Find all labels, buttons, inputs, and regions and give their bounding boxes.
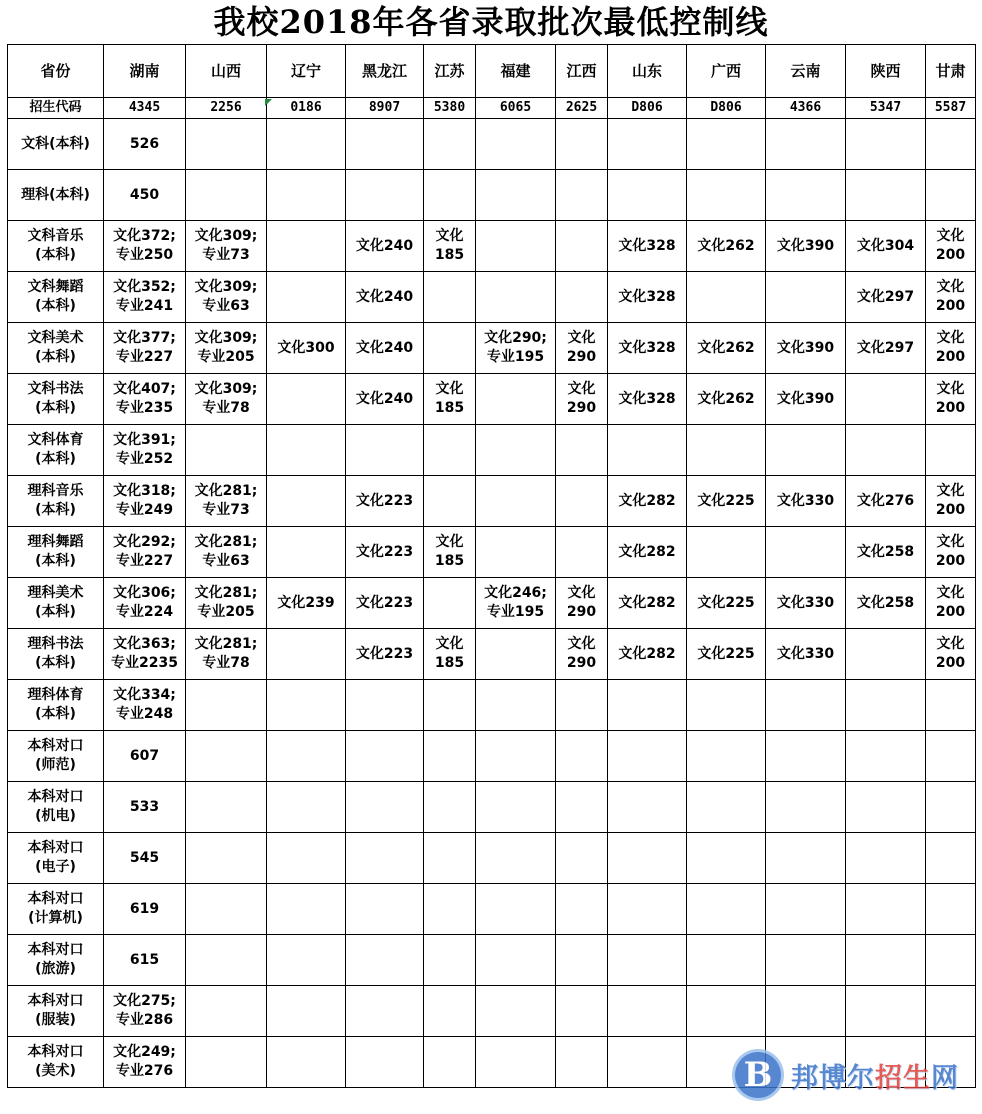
row-label-cell: 理科美术 (本科) <box>8 578 104 629</box>
score-cell <box>267 986 346 1037</box>
score-cell: 文化330 <box>766 476 846 527</box>
score-cell <box>687 119 766 170</box>
score-cell <box>267 833 346 884</box>
score-cell <box>267 119 346 170</box>
score-cell <box>346 119 424 170</box>
score-cell <box>687 935 766 986</box>
score-cell <box>267 884 346 935</box>
score-cell <box>687 986 766 1037</box>
score-cell <box>267 170 346 221</box>
province-header-cell: 山西 <box>186 45 267 98</box>
table-row <box>8 527 976 578</box>
score-cell <box>424 1037 476 1088</box>
score-cell <box>267 1037 346 1088</box>
province-header-cell: 黑龙江 <box>346 45 424 98</box>
table-row <box>8 272 976 323</box>
score-cell <box>424 680 476 731</box>
score-cell <box>687 527 766 578</box>
score-cell <box>346 731 424 782</box>
score-cell <box>608 170 687 221</box>
score-cell: 文化258 <box>846 527 926 578</box>
score-cell: 文化281; 专业205 <box>186 578 267 629</box>
score-cell: 文化330 <box>766 629 846 680</box>
score-cell <box>687 833 766 884</box>
score-cell: 533 <box>104 782 186 833</box>
score-cell <box>846 425 926 476</box>
score-cell: 文化318; 专业249 <box>104 476 186 527</box>
score-cell <box>424 272 476 323</box>
score-cell: 文化290; 专业195 <box>476 323 556 374</box>
score-cell <box>556 272 608 323</box>
score-cell: 文化223 <box>346 629 424 680</box>
score-cell: 526 <box>104 119 186 170</box>
table-row <box>8 680 976 731</box>
score-cell: 文化240 <box>346 374 424 425</box>
score-cell: 文化390 <box>766 221 846 272</box>
score-cell <box>766 782 846 833</box>
code-cell: 4345 <box>104 98 186 119</box>
score-cell: 文化223 <box>346 578 424 629</box>
province-header-cell: 江苏 <box>424 45 476 98</box>
score-cell <box>186 1037 267 1088</box>
score-cell <box>267 935 346 986</box>
score-cell <box>476 374 556 425</box>
score-cell <box>476 221 556 272</box>
score-cell: 文化 200 <box>926 323 976 374</box>
province-header-cell: 辽宁 <box>267 45 346 98</box>
code-cell: 4366 <box>766 98 846 119</box>
score-cell <box>846 935 926 986</box>
row-label-cell: 文科体育 (本科) <box>8 425 104 476</box>
score-cell <box>766 986 846 1037</box>
score-cell <box>556 935 608 986</box>
score-cell <box>608 986 687 1037</box>
table-row <box>8 578 976 629</box>
score-cell: 文化309; 专业73 <box>186 221 267 272</box>
score-cell: 文化262 <box>687 374 766 425</box>
province-header-cell: 甘肃 <box>926 45 976 98</box>
watermark-text <box>791 1056 959 1095</box>
score-cell <box>346 935 424 986</box>
cell-comment-marker <box>265 99 272 106</box>
score-cell: 文化309; 专业205 <box>186 323 267 374</box>
score-cell <box>608 935 687 986</box>
score-cell: 文化330 <box>766 578 846 629</box>
score-cell: 文化282 <box>608 578 687 629</box>
score-cell: 文化281; 专业63 <box>186 527 267 578</box>
score-cell <box>556 680 608 731</box>
score-cell <box>608 1037 687 1088</box>
score-cell <box>424 731 476 782</box>
score-cell: 文化246; 专业195 <box>476 578 556 629</box>
watermark-text-part1: 邦博尔 <box>791 1062 875 1094</box>
row-label-cell: 理科舞蹈 (本科) <box>8 527 104 578</box>
table-row <box>8 476 976 527</box>
table-row <box>8 731 976 782</box>
score-cell <box>186 986 267 1037</box>
score-cell <box>687 731 766 782</box>
row-label-cell: 文科书法 (本科) <box>8 374 104 425</box>
score-cell <box>766 272 846 323</box>
score-cell <box>186 884 267 935</box>
score-cell <box>846 680 926 731</box>
score-cell: 文化328 <box>608 374 687 425</box>
score-cell <box>476 119 556 170</box>
table-row <box>8 935 976 986</box>
row-label-cell: 理科书法 (本科) <box>8 629 104 680</box>
score-cell <box>556 884 608 935</box>
score-cell: 450 <box>104 170 186 221</box>
score-cell <box>424 986 476 1037</box>
score-cell <box>608 884 687 935</box>
admission-score-table <box>7 44 976 1088</box>
score-cell <box>766 731 846 782</box>
score-cell: 文化275; 专业286 <box>104 986 186 1037</box>
score-cell <box>346 884 424 935</box>
table-row <box>8 425 976 476</box>
score-cell <box>346 1037 424 1088</box>
score-cell: 文化240 <box>346 272 424 323</box>
score-cell: 文化225 <box>687 578 766 629</box>
score-cell: 文化309; 专业63 <box>186 272 267 323</box>
score-cell: 文化281; 专业73 <box>186 476 267 527</box>
score-cell: 545 <box>104 833 186 884</box>
province-header-cell: 江西 <box>556 45 608 98</box>
score-cell <box>926 425 976 476</box>
row-label-cell: 本科对口 (计算机) <box>8 884 104 935</box>
score-cell: 文化281; 专业78 <box>186 629 267 680</box>
score-cell <box>346 986 424 1037</box>
score-cell <box>766 680 846 731</box>
score-cell <box>267 425 346 476</box>
score-cell: 文化309; 专业78 <box>186 374 267 425</box>
score-cell <box>424 578 476 629</box>
score-cell <box>186 680 267 731</box>
table-row <box>8 170 976 221</box>
score-cell <box>846 374 926 425</box>
province-header-cell: 广西 <box>687 45 766 98</box>
row-label-cell: 本科对口 (服装) <box>8 986 104 1037</box>
code-cell: D806 <box>687 98 766 119</box>
score-cell: 文化 185 <box>424 374 476 425</box>
score-cell <box>556 1037 608 1088</box>
score-cell <box>687 425 766 476</box>
score-cell <box>186 782 267 833</box>
score-cell: 文化223 <box>346 527 424 578</box>
score-cell <box>766 119 846 170</box>
score-cell: 文化372; 专业250 <box>104 221 186 272</box>
score-cell: 文化 290 <box>556 629 608 680</box>
code-cell: 6065 <box>476 98 556 119</box>
score-cell <box>556 782 608 833</box>
score-cell <box>687 680 766 731</box>
table-row <box>8 833 976 884</box>
score-cell <box>556 731 608 782</box>
score-cell <box>424 782 476 833</box>
score-cell: 文化 200 <box>926 476 976 527</box>
score-cell <box>476 833 556 884</box>
score-cell <box>608 119 687 170</box>
score-cell: 文化334; 专业248 <box>104 680 186 731</box>
score-cell <box>267 221 346 272</box>
score-cell: 文化262 <box>687 221 766 272</box>
score-cell <box>926 119 976 170</box>
score-cell <box>476 170 556 221</box>
score-cell: 文化240 <box>346 323 424 374</box>
score-cell <box>476 476 556 527</box>
score-cell: 文化 200 <box>926 221 976 272</box>
score-cell <box>556 986 608 1037</box>
score-cell <box>267 374 346 425</box>
table-row <box>8 374 976 425</box>
score-cell: 文化391; 专业252 <box>104 425 186 476</box>
score-cell: 615 <box>104 935 186 986</box>
score-cell: 文化239 <box>267 578 346 629</box>
score-cell: 文化328 <box>608 323 687 374</box>
score-cell: 619 <box>104 884 186 935</box>
score-cell <box>476 935 556 986</box>
score-cell <box>846 782 926 833</box>
row-label-cell: 文科舞蹈 (本科) <box>8 272 104 323</box>
score-cell <box>846 170 926 221</box>
score-cell <box>926 170 976 221</box>
score-cell <box>556 425 608 476</box>
score-cell <box>766 884 846 935</box>
score-cell <box>424 476 476 527</box>
score-cell: 文化282 <box>608 527 687 578</box>
score-cell: 文化 200 <box>926 374 976 425</box>
table-row <box>8 986 976 1037</box>
table-row <box>8 119 976 170</box>
score-cell: 文化 200 <box>926 578 976 629</box>
watermark-logo-icon: B <box>735 1052 781 1098</box>
table-row <box>8 884 976 935</box>
province-header-cell: 湖南 <box>104 45 186 98</box>
score-cell <box>267 680 346 731</box>
row-label-cell: 理科(本科) <box>8 170 104 221</box>
score-cell <box>926 986 976 1037</box>
score-cell <box>926 935 976 986</box>
score-cell: 文化377; 专业227 <box>104 323 186 374</box>
score-cell <box>608 680 687 731</box>
score-cell <box>424 833 476 884</box>
score-cell <box>687 782 766 833</box>
score-cell <box>608 731 687 782</box>
score-cell <box>476 884 556 935</box>
score-cell: 文化 200 <box>926 527 976 578</box>
score-cell: 文化 290 <box>556 374 608 425</box>
score-cell: 文化297 <box>846 272 926 323</box>
score-cell: 文化282 <box>608 476 687 527</box>
row-label-cell: 本科对口 (旅游) <box>8 935 104 986</box>
site-watermark <box>735 1050 975 1100</box>
score-cell: 文化225 <box>687 629 766 680</box>
score-cell <box>766 935 846 986</box>
score-cell: 文化300 <box>267 323 346 374</box>
score-cell: 文化292; 专业227 <box>104 527 186 578</box>
score-cell <box>267 731 346 782</box>
score-cell <box>267 629 346 680</box>
score-cell <box>846 119 926 170</box>
score-cell <box>476 680 556 731</box>
score-cell <box>424 170 476 221</box>
score-cell: 文化390 <box>766 374 846 425</box>
score-cell <box>346 680 424 731</box>
page-title: 我校2018年各省录取批次最低控制线 <box>213 3 769 41</box>
score-cell: 文化 290 <box>556 323 608 374</box>
score-cell <box>926 884 976 935</box>
score-cell <box>424 935 476 986</box>
score-cell <box>556 476 608 527</box>
code-cell: 5380 <box>424 98 476 119</box>
score-cell <box>346 170 424 221</box>
score-cell <box>766 170 846 221</box>
score-cell <box>926 782 976 833</box>
score-cell <box>476 425 556 476</box>
table-row <box>8 782 976 833</box>
score-cell <box>608 425 687 476</box>
score-cell: 文化352; 专业241 <box>104 272 186 323</box>
score-cell: 文化304 <box>846 221 926 272</box>
province-header-cell: 山东 <box>608 45 687 98</box>
score-cell <box>186 119 267 170</box>
watermark-text-part2: 招生 <box>875 1062 931 1094</box>
score-cell: 文化328 <box>608 221 687 272</box>
score-cell <box>846 833 926 884</box>
score-cell <box>687 170 766 221</box>
score-cell <box>608 833 687 884</box>
score-cell: 文化 200 <box>926 629 976 680</box>
row-label-cell: 本科对口 (电子) <box>8 833 104 884</box>
score-cell <box>926 731 976 782</box>
row-label-cell: 文科美术 (本科) <box>8 323 104 374</box>
score-cell <box>186 935 267 986</box>
code-cell: 0186 <box>267 98 346 119</box>
row-label-cell: 理科音乐 (本科) <box>8 476 104 527</box>
table-row <box>8 221 976 272</box>
score-cell <box>476 782 556 833</box>
row-label-cell: 理科体育 (本科) <box>8 680 104 731</box>
header-label-cell: 省份 <box>8 45 104 98</box>
table-row <box>8 629 976 680</box>
row-label-cell: 本科对口 (美术) <box>8 1037 104 1088</box>
score-cell <box>556 170 608 221</box>
score-cell: 文化 200 <box>926 272 976 323</box>
row-label-cell: 文科音乐 (本科) <box>8 221 104 272</box>
score-cell <box>846 884 926 935</box>
score-cell <box>346 833 424 884</box>
score-cell <box>186 833 267 884</box>
score-cell <box>186 731 267 782</box>
score-cell: 607 <box>104 731 186 782</box>
score-cell <box>267 527 346 578</box>
score-cell <box>346 425 424 476</box>
score-cell: 文化258 <box>846 578 926 629</box>
code-cell: 5347 <box>846 98 926 119</box>
score-cell <box>424 119 476 170</box>
score-cell: 文化328 <box>608 272 687 323</box>
code-cell: 2625 <box>556 98 608 119</box>
score-cell: 文化 185 <box>424 527 476 578</box>
score-cell <box>926 680 976 731</box>
score-cell: 文化 185 <box>424 629 476 680</box>
score-cell: 文化276 <box>846 476 926 527</box>
score-cell <box>267 476 346 527</box>
score-cell: 文化297 <box>846 323 926 374</box>
code-row <box>8 98 976 119</box>
score-cell: 文化223 <box>346 476 424 527</box>
score-cell <box>926 833 976 884</box>
score-cell <box>424 884 476 935</box>
score-cell <box>476 986 556 1037</box>
score-cell: 文化407; 专业235 <box>104 374 186 425</box>
score-cell: 文化249; 专业276 <box>104 1037 186 1088</box>
score-cell <box>846 629 926 680</box>
score-cell <box>687 884 766 935</box>
score-cell <box>687 272 766 323</box>
province-header-cell: 陕西 <box>846 45 926 98</box>
score-cell: 文化240 <box>346 221 424 272</box>
score-cell <box>766 425 846 476</box>
score-cell <box>267 782 346 833</box>
score-cell <box>476 527 556 578</box>
code-cell: 8907 <box>346 98 424 119</box>
row-label-cell: 本科对口 (师范) <box>8 731 104 782</box>
score-cell <box>476 272 556 323</box>
row-label-cell: 文科(本科) <box>8 119 104 170</box>
score-cell <box>267 272 346 323</box>
score-cell <box>766 527 846 578</box>
code-cell: 5587 <box>926 98 976 119</box>
score-cell <box>424 323 476 374</box>
score-cell <box>846 986 926 1037</box>
header-row <box>8 45 976 98</box>
score-cell <box>186 425 267 476</box>
score-cell <box>476 731 556 782</box>
score-cell <box>556 221 608 272</box>
score-cell <box>846 731 926 782</box>
score-cell <box>556 527 608 578</box>
score-cell: 文化306; 专业224 <box>104 578 186 629</box>
score-cell <box>476 629 556 680</box>
score-cell: 文化282 <box>608 629 687 680</box>
score-cell <box>556 833 608 884</box>
province-header-cell: 福建 <box>476 45 556 98</box>
score-cell <box>766 833 846 884</box>
row-label-cell: 本科对口 (机电) <box>8 782 104 833</box>
score-cell <box>476 1037 556 1088</box>
code-cell: 2256 <box>186 98 267 119</box>
score-cell: 文化 185 <box>424 221 476 272</box>
score-cell <box>556 119 608 170</box>
score-cell: 文化 290 <box>556 578 608 629</box>
table-row <box>8 323 976 374</box>
score-cell: 文化262 <box>687 323 766 374</box>
watermark-text-part3: 网 <box>931 1062 959 1094</box>
code-cell: D806 <box>608 98 687 119</box>
score-cell <box>346 782 424 833</box>
score-cell: 文化363; 专业2235 <box>104 629 186 680</box>
score-cell: 文化225 <box>687 476 766 527</box>
code-label-cell: 招生代码 <box>8 98 104 119</box>
score-cell: 文化390 <box>766 323 846 374</box>
score-cell <box>424 425 476 476</box>
province-header-cell: 云南 <box>766 45 846 98</box>
score-cell <box>608 782 687 833</box>
score-cell <box>186 170 267 221</box>
